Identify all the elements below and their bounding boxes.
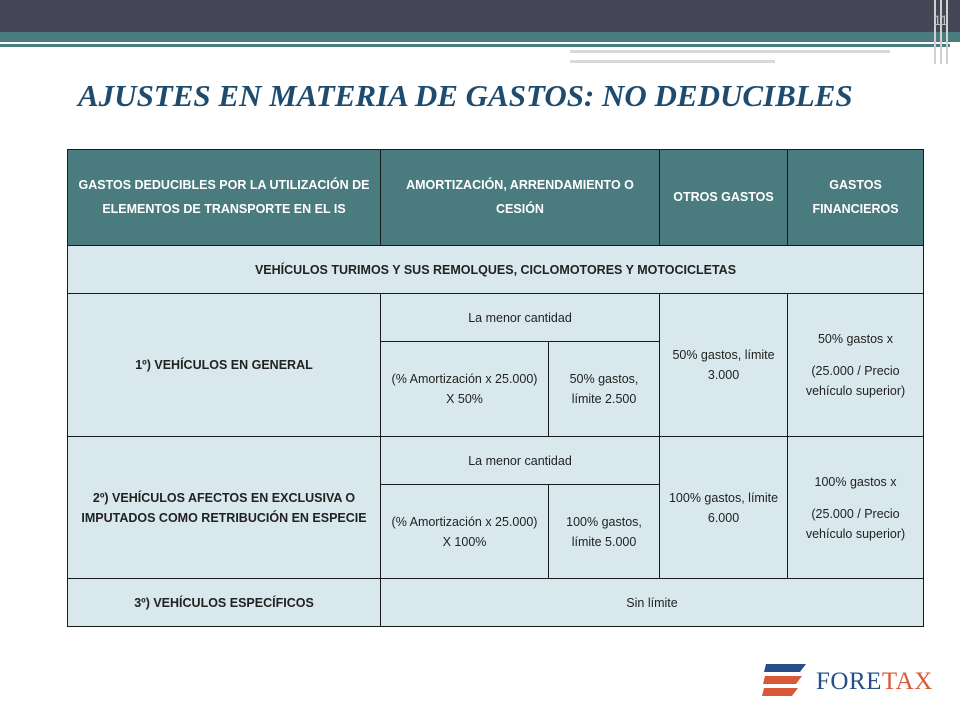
slide-number: 11	[933, 12, 948, 28]
menor-cantidad-cell: La menor cantidad	[381, 294, 660, 342]
top-bar	[0, 0, 960, 32]
sin-limite-cell: Sin límite	[381, 579, 924, 627]
decorative-vertical-line	[940, 0, 942, 64]
top-accent-line	[0, 44, 950, 47]
table-row	[68, 294, 924, 342]
financieros-line-a: 50% gastos x	[817, 332, 894, 346]
foretax-logo	[762, 662, 952, 702]
category-vehiculos-general: 1º) VEHÍCULOS EN GENERAL	[68, 294, 381, 437]
decorative-vertical-line	[946, 0, 948, 64]
financieros-line-a: 100% gastos x	[814, 474, 897, 489]
otros-gastos-cell: 50% gastos, límite 3.000	[660, 294, 788, 437]
table-row	[68, 437, 924, 485]
gastos-financieros-cell	[788, 294, 924, 437]
logo-text-fore: FORE	[816, 668, 882, 695]
header-otros-gastos: OTROS GASTOS	[660, 150, 788, 246]
limite-cell: 50% gastos, límite 2.500	[549, 342, 660, 437]
logo-text	[816, 668, 933, 696]
section-title: VEHÍCULOS TURIMOS Y SUS REMOLQUES, CICLOMOTORES Y MOTOCICLETAS	[68, 246, 924, 294]
gastos-financieros-cell	[788, 437, 924, 579]
logo-mark-icon	[762, 662, 810, 702]
header-amortizacion: AMORTIZACIÓN, ARRENDAMIENTO O CESIÓN	[381, 150, 660, 246]
menor-cantidad-cell: La menor cantidad	[381, 437, 660, 485]
otros-gastos-cell: 100% gastos, límite 6.000	[660, 437, 788, 579]
header-gastos-financieros: GASTOS FINANCIEROS	[788, 150, 924, 246]
financieros-line-b: (25.000 / Precio vehículo superior)	[805, 364, 906, 398]
slide-title: AJUSTES EN MATERIA DE GASTOS: NO DEDUCIBLES	[78, 78, 853, 113]
section-row	[68, 246, 924, 294]
limite-cell: 100% gastos, límite 5.000	[549, 485, 660, 579]
table-row	[68, 579, 924, 627]
top-accent-bar	[0, 32, 960, 42]
amortizacion-formula-cell: (% Amortización x 25.000) X 50%	[381, 342, 549, 437]
logo-text-tax: TAX	[881, 668, 933, 695]
expenses-table	[67, 149, 924, 627]
category-vehiculos-especificos: 3º) VEHÍCULOS ESPECÍFICOS	[68, 579, 381, 627]
header-gastos-deducibles: GASTOS DEDUCIBLES POR LA UTILIZACIÓN DE ELEMENTOS DE TRANSPORTE EN EL IS	[68, 150, 381, 246]
financieros-line-b: (25.000 / Precio vehículo superior)	[805, 506, 906, 541]
category-vehiculos-afectos: 2º) VEHÍCULOS AFECTOS EN EXCLUSIVA O IMPUTADOS COMO RETRIBUCIÓN EN ESPECIE	[68, 437, 381, 579]
table-header-row	[68, 150, 924, 246]
decorative-vertical-line	[934, 0, 936, 64]
decorative-line	[570, 50, 890, 53]
decorative-line	[570, 60, 775, 63]
amortizacion-formula-cell: (% Amortización x 25.000) X 100%	[381, 485, 549, 579]
